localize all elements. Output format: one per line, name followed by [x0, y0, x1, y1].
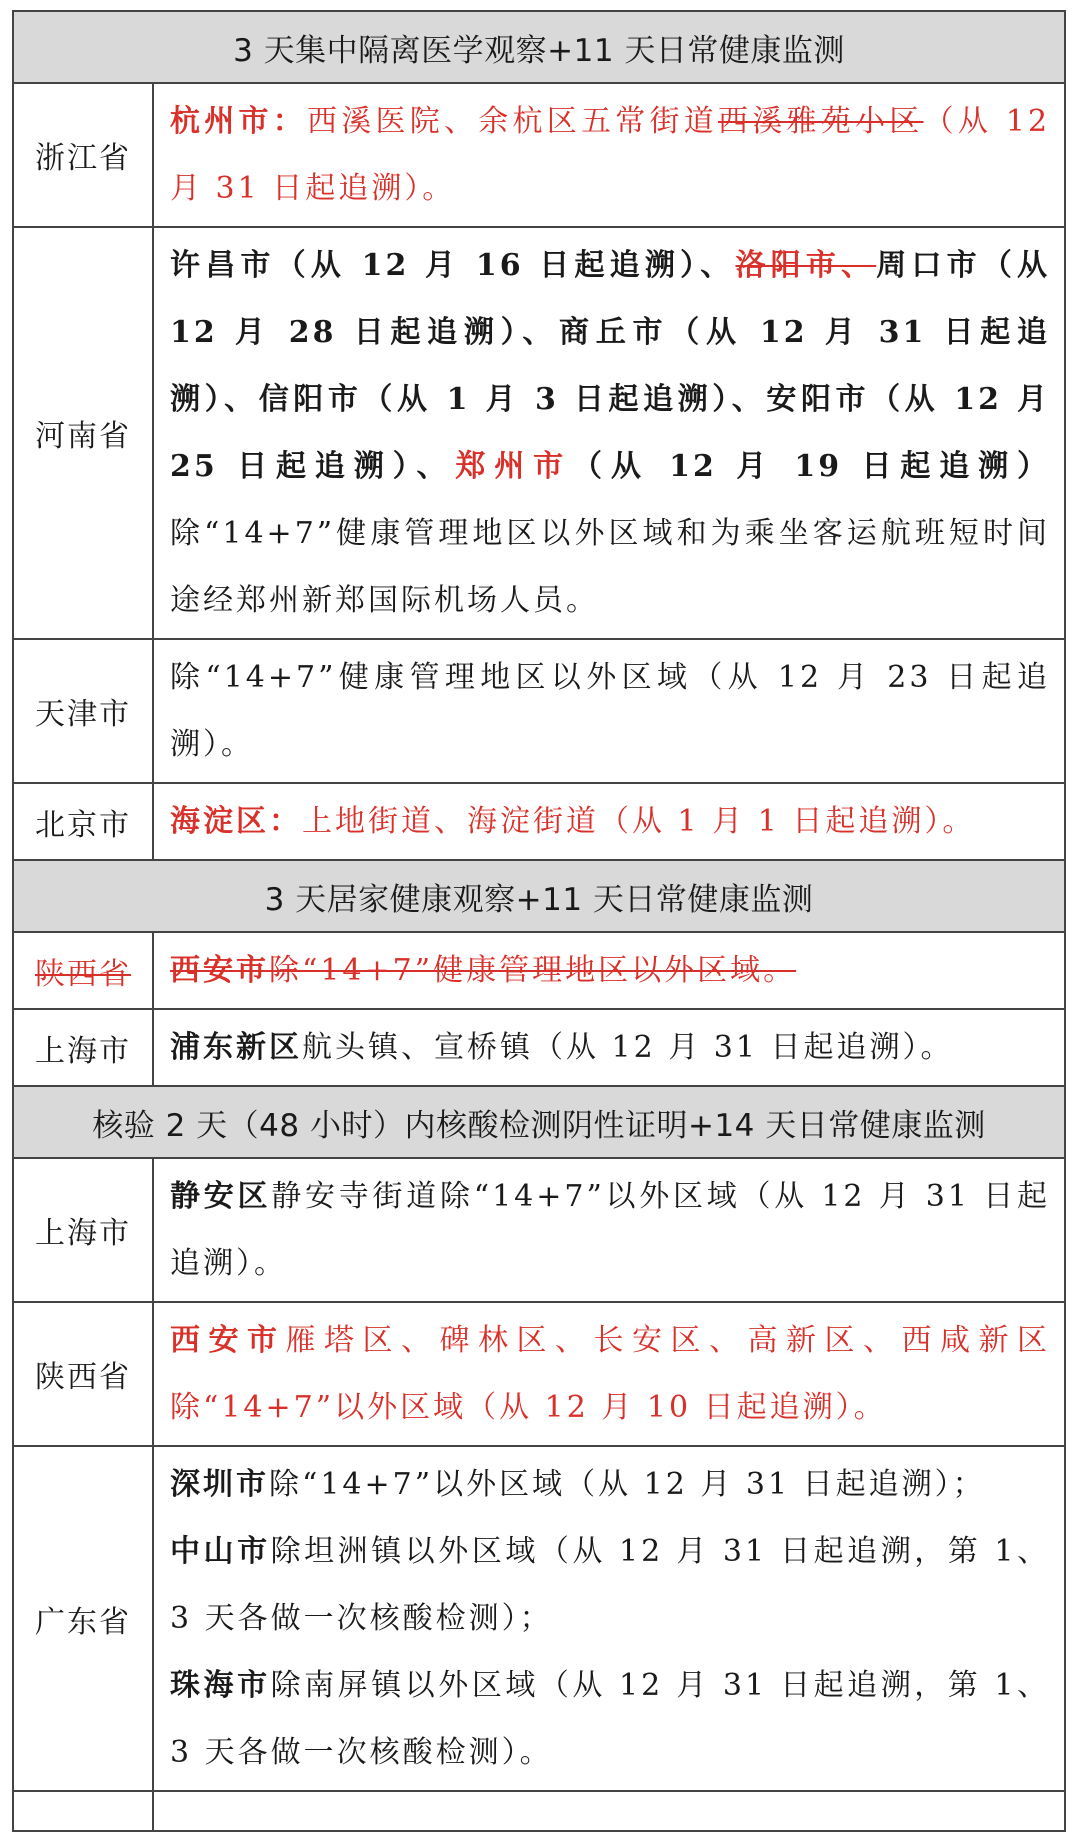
area-text: 航头镇、宣桥镇（从 12 月 31 日起追溯）。 — [302, 1030, 954, 1065]
list-item — [170, 1652, 1050, 1786]
table-row — [13, 1791, 1065, 1831]
content-cell — [153, 1009, 1065, 1086]
table-row — [13, 1302, 1065, 1446]
city-name: 珠海市 — [170, 1668, 271, 1703]
area-text: 雁塔区、碑林区、长安区、高新区、西咸新区除“14+7”以外区域（从 12 月 10 日起追溯）。 — [170, 1323, 1051, 1425]
empty-cell — [13, 1791, 153, 1831]
section-header: 核验 2 天（48 小时）内核酸检测阴性证明+14 天日常健康监测 — [13, 1086, 1065, 1158]
note-text: （从 12 月 19 日起追溯） — [572, 449, 1051, 484]
section-header-row — [13, 860, 1065, 932]
province-cell: 上海市 — [13, 1009, 153, 1086]
content-cell — [153, 1158, 1065, 1302]
cities-text: 许昌市（从 12 月 16 日起追溯）、 — [170, 248, 736, 283]
cities-text: 周口市（从 12 月 28 日起追溯）、商丘市（从 12 月 31 日起追溯）、信阳市（从 1 月 3 日起追溯）、安阳市（从 12 月 25 日起追溯）、 — [170, 248, 1051, 484]
content-cell — [153, 1446, 1065, 1791]
content-cell — [153, 639, 1065, 783]
area-text: 除南屏镇以外区域（从 12 月 31 日起追溯，第 1、3 天各做一次核酸检测）。 — [170, 1668, 1051, 1770]
province-cell: 广东省 — [13, 1446, 153, 1791]
list-item — [170, 1518, 1050, 1652]
list-item — [170, 1451, 1050, 1518]
content-cell — [153, 227, 1065, 639]
content-cell — [153, 783, 1065, 860]
city-name: 中山市 — [170, 1534, 271, 1569]
table-row — [13, 783, 1065, 860]
province-cell: 陕西省 — [13, 932, 153, 1009]
district-name: 静安区 — [170, 1179, 272, 1214]
table-row — [13, 227, 1065, 639]
struck-text: 洛阳市、 — [735, 248, 877, 283]
province-cell: 上海市 — [13, 1158, 153, 1302]
content-cell — [153, 83, 1065, 227]
region-table — [12, 10, 1066, 1832]
section-header-row — [13, 11, 1065, 83]
area-text: 静安寺街道除“14+7”以外区域（从 12 月 31 日起追溯）。 — [170, 1179, 1051, 1281]
table-row — [13, 639, 1065, 783]
table-row — [13, 932, 1065, 1009]
area-text: 除“14+7”健康管理地区以外区域。 — [269, 953, 797, 988]
province-cell: 河南省 — [13, 227, 153, 639]
table-row — [13, 1158, 1065, 1302]
document — [12, 10, 1064, 1832]
area-text: 除“14+7”健康管理地区以外区域（从 12 月 23 日起追溯）。 — [170, 660, 1051, 762]
province-cell: 天津市 — [13, 639, 153, 783]
content-cell — [153, 932, 1065, 1009]
city-name: 西安市 — [170, 953, 269, 988]
city-name: 西安市 — [170, 1323, 286, 1358]
content-cell — [153, 1302, 1065, 1446]
city-name: 深圳市 — [170, 1467, 269, 1502]
section-header: 3 天集中隔离医学观察+11 天日常健康监测 — [13, 11, 1065, 83]
section-header-row — [13, 1086, 1065, 1158]
district-name: 浦东新区 — [170, 1030, 302, 1065]
section-header: 3 天居家健康观察+11 天日常健康监测 — [13, 860, 1065, 932]
empty-cell — [153, 1791, 1065, 1831]
area-text: 上地街道、海淀街道（从 1 月 1 日起追溯）。 — [302, 804, 976, 839]
city-name: 杭州市： — [170, 104, 308, 139]
area-text: 除“14+7”健康管理地区以外区域和为乘坐客运航班短时间途经郑州新郑国际机场人员。 — [170, 516, 1051, 618]
district-name: 海淀区： — [170, 804, 302, 839]
struck-text: 西溪雅苑小区 — [718, 104, 924, 139]
city-name: 郑州市 — [455, 449, 573, 484]
table-row — [13, 1009, 1065, 1086]
area-text: 除坦洲镇以外区域（从 12 月 31 日起追溯，第 1、3 天各做一次核酸检测）； — [170, 1534, 1051, 1636]
note-text: （从 12 月 31 日起追溯）。 — [170, 104, 1051, 206]
table-row — [13, 1446, 1065, 1791]
province-cell: 浙江省 — [13, 83, 153, 227]
area-text: 除“14+7”以外区域（从 12 月 31 日起追溯）； — [269, 1467, 986, 1502]
province-cell: 北京市 — [13, 783, 153, 860]
province-cell: 陕西省 — [13, 1302, 153, 1446]
area-text: 西溪医院、余杭区五常街道 — [307, 104, 719, 139]
table-row — [13, 83, 1065, 227]
